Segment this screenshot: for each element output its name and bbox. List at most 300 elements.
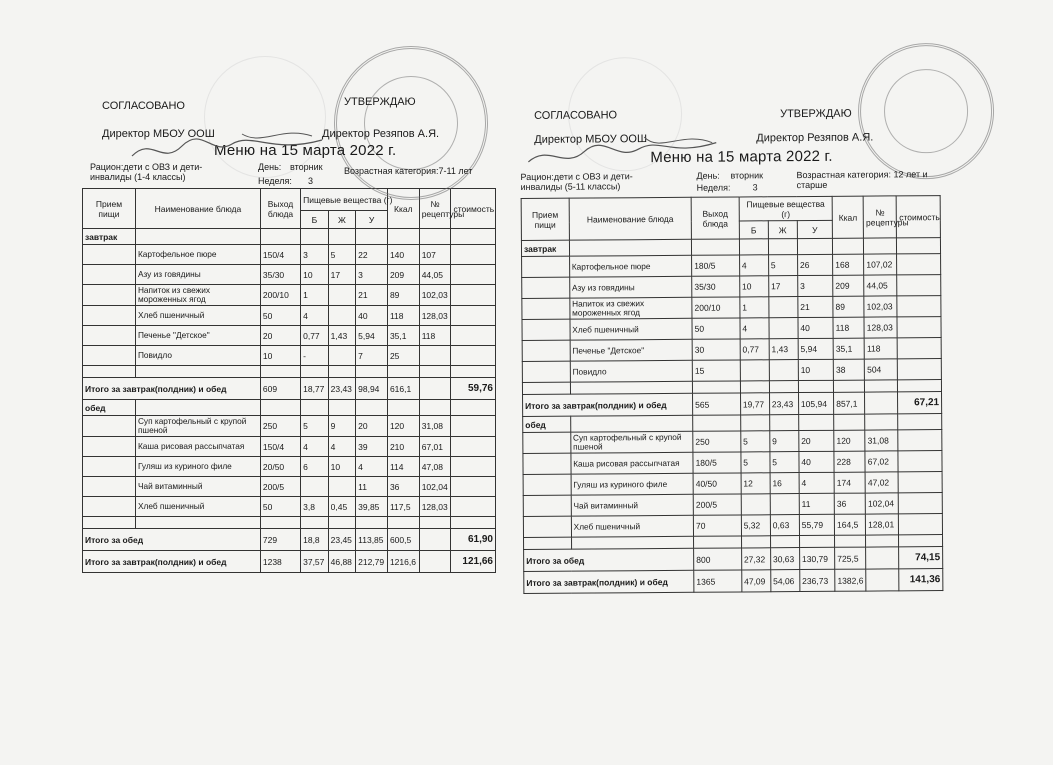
blank-cell [522,319,570,340]
cell-value: 5 [768,255,797,276]
blank-cell [769,381,798,393]
blank-cell [83,477,136,497]
blank-cell [769,415,798,431]
blank-cell [419,229,451,245]
blank-cell [570,415,692,432]
dish-name: Напиток из свежих мороженных ягод [570,297,693,319]
cell-value: 140 [387,245,419,265]
cell-value: 67,02 [865,451,898,472]
menu-table [82,188,496,573]
cell-value: 1 [740,297,769,318]
cell-value: 10 [328,457,356,477]
cell-value: 128,03 [864,317,897,338]
blank-cell [83,245,136,265]
total-row [83,529,496,551]
blank-cell [899,535,943,547]
day-label: День: [258,162,282,172]
cell-value: 22 [356,245,388,265]
cell-value: 114 [387,457,419,477]
cell-value [741,494,770,515]
total-value: 27,32 [741,548,770,570]
cell-value: 200/10 [260,285,300,306]
page-title: Меню на 15 марта 2022 г. [650,147,833,167]
total-cost: 121,66 [451,551,496,573]
table-row [83,497,496,517]
blank-cell [83,437,136,457]
blank-cell [739,239,768,255]
dish-name: Напиток из свежих мороженных ягод [135,285,260,306]
cell-value: 10 [798,359,833,380]
cell-value: 4 [356,457,388,477]
total-cost: 59,76 [451,378,496,400]
blank-cell [356,366,388,378]
cell-value: 3 [798,275,833,296]
age-category: Возрастная категория:7-11 лет [344,166,473,176]
table-row [522,296,941,320]
table-row [83,326,496,346]
blank-cell [83,416,136,437]
cell-value [769,318,798,339]
cell-value: 5,94 [798,338,833,359]
cell-value: 4 [301,437,329,457]
header-fat: Ж [768,221,797,239]
total-value: 18,77 [301,378,329,400]
cell-value [328,477,356,497]
total-row [83,378,496,400]
cell-value [419,346,451,366]
blank-cell [570,381,692,394]
header-carbs: У [356,211,388,229]
blank-cell [419,400,451,416]
blank-cell [898,414,942,430]
cell-value: 10 [301,265,329,285]
approved-label: УТВЕРЖДАЮ [344,96,416,108]
blank-cell [387,366,419,378]
cell-value: 40 [356,306,388,326]
blank-cell [83,517,136,529]
header-meal: Прием пищи [83,189,136,229]
table-row [522,275,941,299]
director-name-label: Директор Резяпов А.Я. [322,128,440,140]
dish-name: Гуляш из куриного филе [571,473,694,495]
cell-value: 4 [739,255,768,276]
cell-value [451,285,496,306]
dish-name: Чай витаминный [571,494,694,516]
blank-row [83,366,496,378]
cell-value: 31,08 [419,416,451,437]
cell-value: 16 [770,473,799,494]
cell-value [898,451,942,472]
blank-cell [522,277,570,298]
cell-value [899,514,943,535]
total-value: 113,85 [356,529,388,551]
blank-cell [260,366,300,378]
blank-cell [799,535,834,547]
header-protein: Б [739,221,768,239]
cell-value: 20 [260,326,300,346]
dish-name: Печенье "Детское" [570,339,693,361]
cell-value: 128,03 [419,497,451,517]
blank-cell [692,381,740,393]
total-value: 30,63 [770,548,799,570]
section-label: завтрак [521,240,569,256]
blank-cell [770,536,799,548]
day-value: вторник [730,170,764,181]
table-row [523,472,942,496]
cell-value: 30 [692,339,740,360]
dish-name: Азу из говядины [135,265,260,285]
total-cost: 61,90 [451,529,496,551]
cell-value: 118 [864,338,897,359]
cell-value: 102,03 [864,296,897,317]
total-value: 23,45 [328,529,356,551]
blank-cell [419,366,451,378]
blank-cell [741,536,770,548]
cell-value: 5 [328,245,356,265]
table-row [522,254,941,278]
blank-cell [522,340,570,361]
total-value: 725,5 [835,547,866,569]
blank-cell [694,536,742,548]
total-value: 600,5 [387,529,419,551]
blank-cell [301,366,329,378]
total-value: 1238 [260,551,300,573]
cell-value: 17 [768,276,797,297]
cell-value: 40/50 [693,473,741,494]
blank-cell [328,366,356,378]
blank-cell [865,414,898,430]
cell-value: 89 [387,285,419,306]
cell-value: 39,85 [356,497,388,517]
page-title: Меню на 15 марта 2022 г. [214,142,397,159]
cell-value: 6 [301,457,329,477]
header-yield: Выход блюда [260,189,300,229]
table-row [83,346,496,366]
total-value: 47,09 [742,570,771,592]
blank-cell [523,495,571,516]
cell-value: 174 [834,472,865,493]
header-protein: Б [301,211,329,229]
cell-value: 164,5 [834,514,865,535]
cell-value [328,306,356,326]
table-row [83,457,496,477]
cell-value: 20 [799,430,834,451]
cell-value: 5 [770,452,799,473]
ration-label: Рацион:дети с ОВЗ и дети-инвалиды (5-11 классы) [520,171,633,192]
blank-cell [571,536,693,549]
blank-cell [523,474,571,495]
cell-value: 128,03 [419,306,451,326]
total-value [865,392,898,414]
cell-value: 35,1 [833,338,864,359]
dish-name: Картофельное пюре [135,245,260,265]
blank-cell [522,361,570,382]
cell-value [451,437,496,457]
total-value: 18,8 [301,529,329,551]
dish-name: Картофельное пюре [569,255,692,277]
cell-value [451,245,496,265]
table-row [83,265,496,285]
blank-cell [897,238,941,254]
cell-value: 5,94 [356,326,388,346]
cell-value: 168 [833,254,864,275]
cell-value: 5 [301,416,329,437]
agreed-label: СОГЛАСОВАНО [102,100,185,112]
dish-name: Печенье "Детское" [135,326,260,346]
blank-cell [865,380,898,392]
cell-value: 44,05 [419,265,451,285]
total-value [419,551,451,573]
cell-value: 55,79 [799,514,834,535]
cell-value: 3 [301,245,329,265]
cell-value [451,477,496,497]
cell-value [770,494,799,515]
total-value: 23,43 [328,378,356,400]
cell-value: 35,1 [387,326,419,346]
table-row [522,338,941,362]
blank-cell [83,265,136,285]
table-row [523,514,942,538]
cell-value [451,326,496,346]
age-category: Возрастная категория: 12 лет и старше [796,169,928,191]
blank-cell [866,535,899,547]
cell-value: 0,63 [770,515,799,536]
total-value [419,529,451,551]
table-row [523,430,942,454]
total-row [524,547,943,572]
week-value: 3 [308,176,314,186]
total-value [419,378,451,400]
week-label: Неделя: [696,182,731,193]
total-value: 729 [260,529,300,551]
blank-cell [522,382,570,394]
blank-cell [835,535,866,547]
cell-value: 4 [301,306,329,326]
total-value: 616,1 [387,378,419,400]
blank-row [83,517,496,529]
blank-cell [328,229,356,245]
menu-document-left [82,96,496,573]
total-value: 98,94 [356,378,388,400]
dish-name: Каша рисовая рассыпчатая [571,452,694,474]
cell-value: 4 [740,318,769,339]
cell-value: 10 [260,346,300,366]
total-value: 105,94 [798,392,833,414]
dish-name: Суп картофельный с крупой пшеной [570,431,693,453]
agreed-label: СОГЛАСОВАНО [534,109,618,122]
cell-value: 102,04 [865,493,898,514]
blank-cell [83,497,136,517]
header-dish: Наименование блюда [135,189,260,229]
blank-cell [387,229,419,245]
cell-value: 180/5 [692,255,740,276]
cell-value: 50 [260,306,300,326]
blank-cell [260,517,300,529]
cell-value: 4 [799,472,834,493]
cell-value: 67,01 [419,437,451,457]
section-label: обед [523,416,571,432]
total-value: 800 [694,548,742,570]
cell-value: 36 [387,477,419,497]
header-recipe: № рецептуры [863,196,896,238]
cell-value: 107,02 [864,254,897,275]
cell-value [301,477,329,497]
cell-value [769,360,798,381]
cell-value: 200/10 [692,297,740,318]
approved-label: УТВЕРЖДАЮ [780,107,852,121]
blank-cell [356,517,388,529]
table-row [83,416,496,437]
dish-name: Повидло [135,346,260,366]
cell-value [899,493,943,514]
blank-cell [419,517,451,529]
blank-cell [387,400,419,416]
director-name-label: Директор Резяпов А.Я. [756,131,874,145]
cell-value [898,359,942,380]
cell-value: 21 [798,296,833,317]
cell-value: 50 [260,497,300,517]
total-value [866,547,899,569]
header-meal: Прием пищи [521,198,569,240]
cell-value: 11 [356,477,388,497]
total-cost: 74,15 [899,547,943,569]
total-value: 130,79 [799,547,834,569]
blank-cell [83,457,136,477]
cell-value: 9 [770,431,799,452]
blank-cell [260,400,300,416]
cell-value [328,285,356,306]
cell-value: 117,5 [387,497,419,517]
blank-cell [451,400,496,416]
table-row [522,317,941,341]
cell-value [451,346,496,366]
blank-cell [523,432,571,453]
total-value: 1365 [694,570,742,592]
day-value: вторник [290,162,323,172]
total-row [524,569,943,594]
cell-value: 10 [739,276,768,297]
header-carbs: У [797,220,832,238]
table-row [83,306,496,326]
cell-value: 38 [833,359,864,380]
blank-cell [301,517,329,529]
total-value: 54,06 [771,570,800,592]
blank-cell [135,517,260,529]
cell-value [451,416,496,437]
cell-value: 209 [387,265,419,285]
header-nutrients: Пищевые вещества (г) [739,196,833,221]
total-row [523,392,942,417]
cell-value: 20/50 [260,457,300,477]
cell-value [897,254,941,275]
blank-cell [135,366,260,378]
blank-cell [135,400,260,416]
section-row [83,400,496,416]
cell-value: 504 [864,359,897,380]
dish-name: Чай витаминный [135,477,260,497]
blank-cell [524,537,572,549]
total-cost: 67,21 [898,392,942,414]
blank-cell [693,415,741,431]
cell-value: 70 [693,515,741,536]
dish-name: Суп картофельный с крупой пшеной [135,416,260,437]
cell-value: 25 [387,346,419,366]
blank-cell [740,381,769,393]
cell-value: - [301,346,329,366]
section-label: обед [83,400,136,416]
total-cost: 141,36 [899,569,943,591]
dish-name: Хлеб пшеничный [571,515,694,537]
cell-value [897,296,941,317]
header-kcal: Ккал [387,189,419,229]
blank-cell [451,517,496,529]
total-label: Итого за завтрак(полдник) и обед [83,378,261,400]
blank-cell [83,346,136,366]
total-value: 1382,6 [835,569,866,591]
menu-table-body [83,229,496,573]
cell-value: 26 [797,254,832,275]
cell-value [897,317,941,338]
cell-value: 120 [387,416,419,437]
cell-value: 47,08 [419,457,451,477]
cell-value [451,265,496,285]
header-cost: стоимость [451,189,496,229]
total-row [83,551,496,573]
cell-value: 250 [693,431,741,452]
day-label: День: [696,170,720,181]
table-row [83,245,496,265]
cell-value: 35/30 [692,276,740,297]
blank-cell [691,239,739,255]
cell-value: 107 [419,245,451,265]
blank-cell [301,229,329,245]
week-value: 3 [752,182,758,193]
total-value: 37,57 [301,551,329,573]
cell-value: 50 [692,318,740,339]
total-value: 609 [260,378,300,400]
ration-label: Рацион:дети с ОВЗ и дети-инвалиды (1-4 классы) [90,162,203,182]
blank-cell [740,415,769,431]
cell-value: 118 [833,317,864,338]
cell-value: 20 [356,416,388,437]
cell-value: 36 [834,493,865,514]
cell-value: 9 [328,416,356,437]
cell-value: 128,01 [866,514,899,535]
cell-value: 209 [833,275,864,296]
dish-name: Гуляш из куриного филе [135,457,260,477]
dish-name: Хлеб пшеничный [570,318,693,340]
cell-value: 5,32 [741,515,770,536]
cell-value: 12 [741,473,770,494]
total-value: 19,77 [740,393,769,415]
table-row [83,285,496,306]
cell-value: 200/5 [693,494,741,515]
cell-value [769,297,798,318]
cell-value: 5 [741,452,770,473]
cell-value: 21 [356,285,388,306]
table-row [523,451,942,475]
dish-name: Повидло [570,360,693,382]
cell-value [740,360,769,381]
menu-table-body [521,238,942,594]
dish-name: Каша рисовая рассыпчатая [135,437,260,457]
cell-value [451,457,496,477]
blank-cell [356,229,388,245]
blank-cell [83,285,136,306]
cell-value: 11 [799,493,834,514]
table-row [523,493,942,517]
dish-name: Хлеб пшеничный [135,306,260,326]
